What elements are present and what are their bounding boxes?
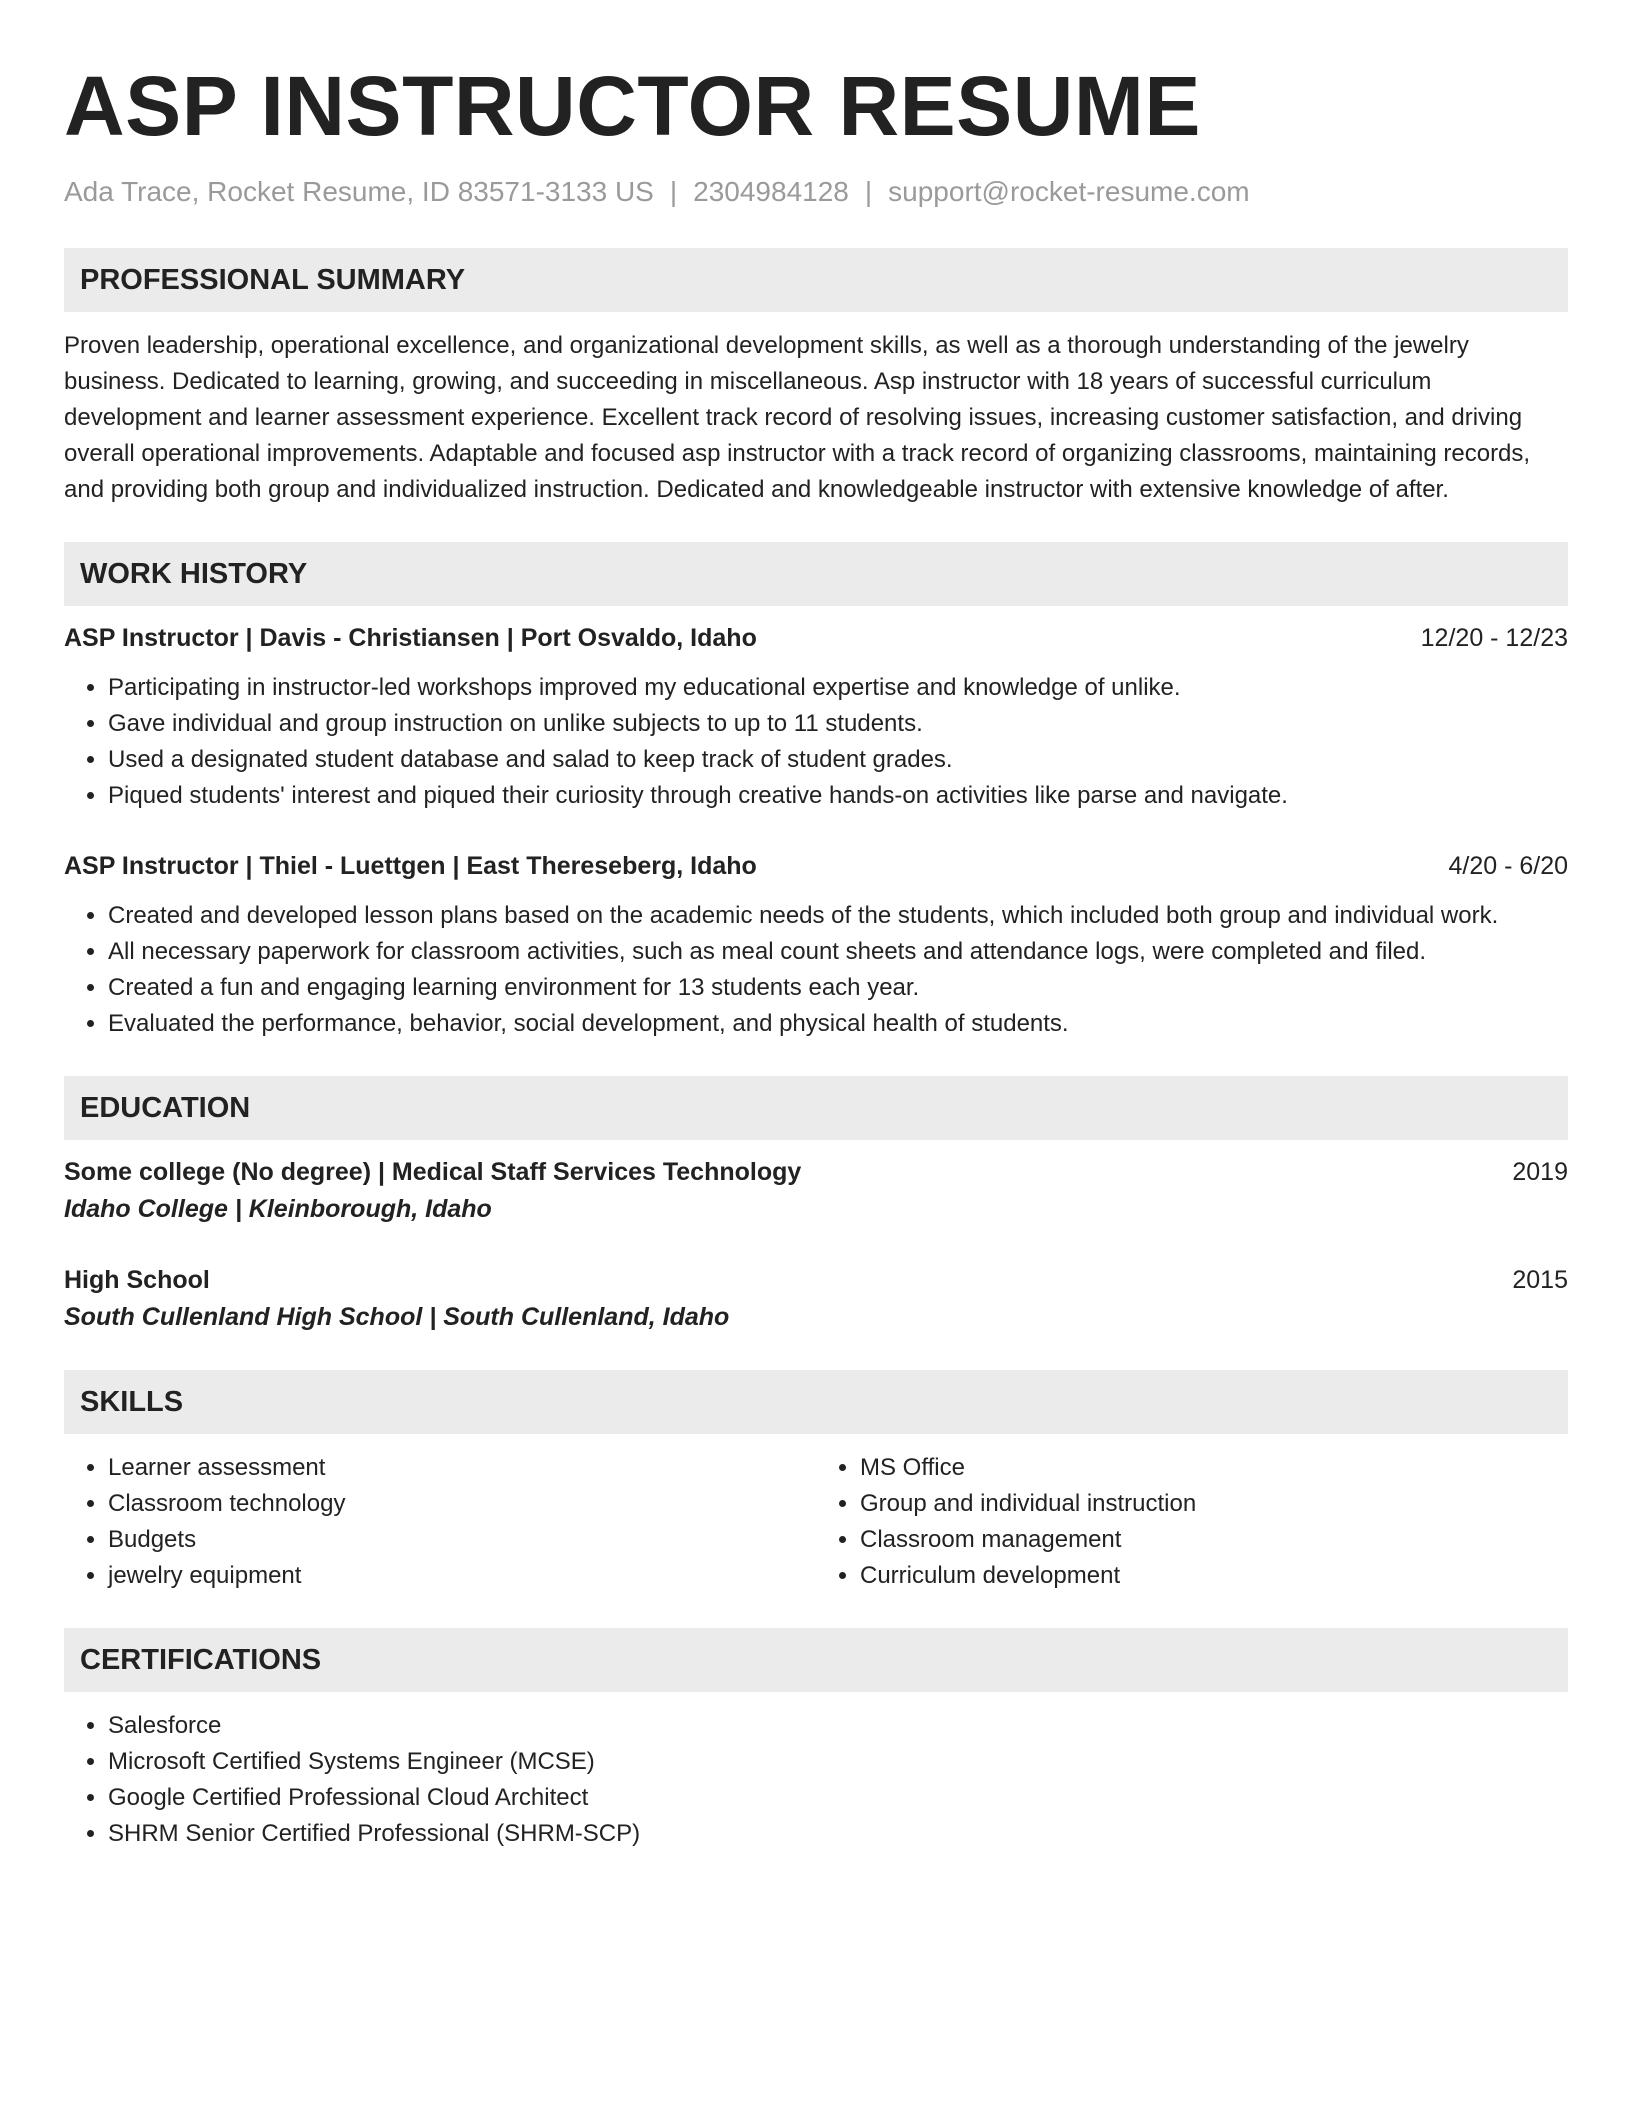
education-school: South Cullenland High School | South Cullenland, Idaho [64, 1303, 730, 1331]
education-degree: Some college (No degree) | Medical Staff Services Technology [64, 1158, 802, 1186]
contact-email: support@rocket-resume.com [888, 176, 1250, 207]
certification-item: • Salesforce [108, 1708, 1568, 1744]
job-bullet-list [64, 670, 1568, 814]
section-heading-certifications: CERTIFICATIONS [64, 1628, 1568, 1692]
skill-item: • Classroom management [860, 1522, 1568, 1558]
education-year: 2019 [1512, 1158, 1568, 1186]
certification-item: • Google Certified Professional Cloud Architect [108, 1780, 1568, 1816]
certifications-list [64, 1708, 1568, 1852]
job-bullet: • Piqued students' interest and piqued their curiosity through creative hands-on activities like parse and navigate. [108, 778, 1568, 814]
contact-separator: | [669, 176, 678, 207]
skills-grid [64, 1450, 1568, 1594]
job-bullet: • Created a fun and engaging learning environment for 13 students each year. [108, 970, 1568, 1006]
education-entry [64, 1154, 1568, 1228]
contact-line [64, 174, 1568, 210]
contact-phone: 2304984128 [693, 176, 849, 207]
contact-address: Ada Trace, Rocket Resume, ID 83571-3133 US [64, 176, 654, 207]
skill-item: • Budgets [108, 1522, 816, 1558]
job-bullet: • Created and developed lesson plans based on the academic needs of the students, which included both group and individual work. [108, 898, 1568, 934]
job-header [64, 848, 1568, 884]
job-bullet: • Evaluated the performance, behavior, social development, and physical health of students. [108, 1006, 1568, 1042]
skill-item: • MS Office [860, 1450, 1568, 1486]
skill-item: • Classroom technology [108, 1486, 816, 1522]
education-entry [64, 1262, 1568, 1336]
education-school: Idaho College | Kleinborough, Idaho [64, 1195, 492, 1223]
education-year: 2015 [1512, 1266, 1568, 1294]
job-bullet: • Used a designated student database and salad to keep track of student grades. [108, 742, 1568, 778]
job-header [64, 620, 1568, 656]
skill-item: • jewelry equipment [108, 1558, 816, 1594]
job-title: ASP Instructor | Thiel - Luettgen | East Thereseberg, Idaho [64, 852, 757, 880]
education-header [64, 1154, 1568, 1190]
section-heading-work-history: WORK HISTORY [64, 542, 1568, 606]
skill-item: • Group and individual instruction [860, 1486, 1568, 1522]
skill-item: • Curriculum development [860, 1558, 1568, 1594]
certification-item: • Microsoft Certified Systems Engineer (MCSE) [108, 1744, 1568, 1780]
job-title: ASP Instructor | Davis - Christiansen | Port Osvaldo, Idaho [64, 624, 757, 652]
resume-title: ASP INSTRUCTOR RESUME [64, 59, 1201, 153]
job-bullet-list [64, 898, 1568, 1042]
section-heading-skills: SKILLS [64, 1370, 1568, 1434]
certification-item: • SHRM Senior Certified Professional (SHRM-SCP) [108, 1816, 1568, 1852]
education-header [64, 1262, 1568, 1298]
section-heading-summary: PROFESSIONAL SUMMARY [64, 248, 1568, 312]
skill-item: • Learner assessment [108, 1450, 816, 1486]
job-bullet: • Gave individual and group instruction on unlike subjects to up to 11 students. [108, 706, 1568, 742]
skills-list-right [816, 1450, 1568, 1594]
job-bullet: • Participating in instructor-led workshops improved my educational expertise and knowledge of unlike. [108, 670, 1568, 706]
section-heading-education: EDUCATION [64, 1076, 1568, 1140]
summary-text: Proven leadership, operational excellence, and organizational development skills, as well as a thorough understanding of the jewelry business. Dedicated to learning, growing, and succeeding in miscellaneous. Asp instructor with 18 years of successful curriculum development and learner assessment experience. Excellent track record of resolving issues, increasing customer satisfaction, and driving overall operational improvements. Adaptable and focused asp instructor with a track record of organizing classrooms, maintaining records, and providing both group and individualized instruction. Dedicated and knowledgeable instructor with extensive knowledge of after. [64, 332, 1531, 503]
job-entry [64, 620, 1568, 814]
job-dates: 4/20 - 6/20 [1448, 852, 1568, 880]
skills-list-left [64, 1450, 816, 1594]
job-entry [64, 848, 1568, 1042]
education-degree: High School [64, 1266, 210, 1294]
job-dates: 12/20 - 12/23 [1420, 624, 1568, 652]
job-bullet: • All necessary paperwork for classroom activities, such as meal count sheets and attendance logs, were completed and filed. [108, 934, 1568, 970]
contact-separator: | [864, 176, 873, 207]
